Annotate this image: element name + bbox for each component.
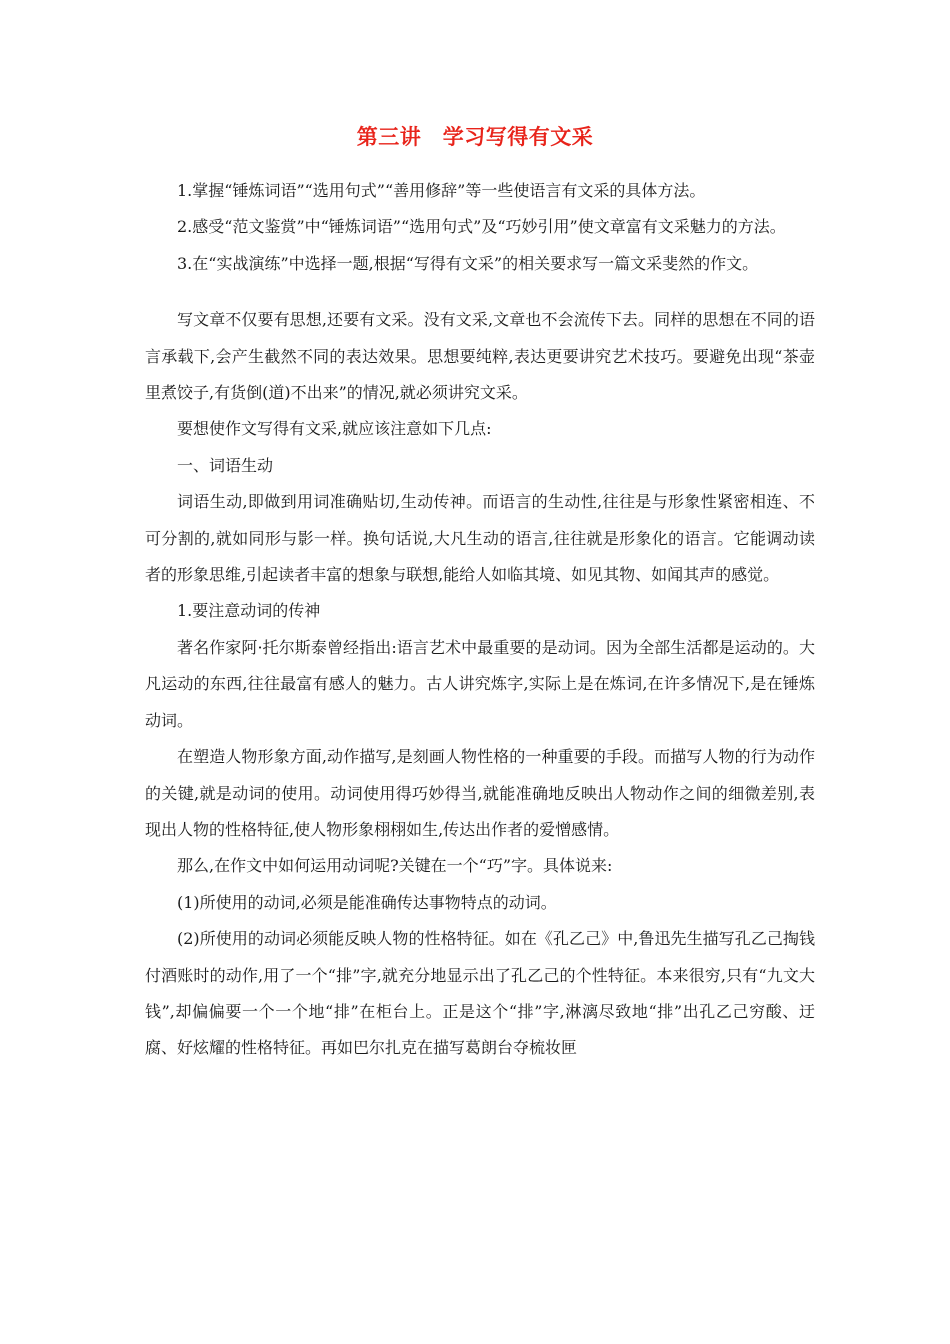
objective-paragraph: 3.在“实战演练”中选择一题,根据“写得有文采”的相关要求写一篇文采斐然的作文。 <box>177 253 759 273</box>
body-paragraph: 词语生动,即做到用词准确贴切,生动传神。而语言的生动性,往往是与形象性紧密相连、不可分割的,就如同形与影一样。换句话说,大凡生动的语言,往往就是形象化的语言。它能调动读者的形象思维,引起读者丰富的想象与联想,能给人如临其境、如见其物、如闻其声的感觉。 <box>145 492 815 585</box>
list-item: (1)所使用的动词,必须是能准确传达事物特点的动词。 <box>177 892 557 912</box>
body-paragraph: 著名作家阿·托尔斯泰曾经指出:语言艺术中最重要的是动词。因为全部生活都是运动的。大凡运动的东西,往往最富有感人的魅力。古人讲究炼字,实际上是在炼词,在许多情况下,是在锤炼动词。 <box>145 637 815 730</box>
subsection-heading: 1.要注意动词的传神 <box>177 601 321 621</box>
objective-paragraph: 2.感受“范文鉴赏”中“锤炼词语”“选用句式”及“巧妙引用”使文章富有文采魅力的方法。 <box>177 217 786 237</box>
objective-paragraph: 1.掌握“锤炼词语”“选用句式”“善用修辞”等一些使语言有文采的具体方法。 <box>177 181 706 200</box>
body-paragraph: 要想使作文写得有文采,就应该注意如下几点: <box>177 419 492 439</box>
body-paragraph: 那么,在作文中如何运用动词呢?关键在一个“巧”字。具体说来: <box>177 856 613 876</box>
list-item: (2)所使用的动词必须能反映人物的性格特征。如在《孔乙己》中,鲁迅先生描写孔乙己掏钱付酒账时的动作,用了一个“排”字,就充分地显示出了孔乙己的个性特征。本来很穷,只有“九文大钱”,却偏偏要一个一个地“排”在柜台上。正是这个“排”字,淋漓尽致地“排”出孔乙己穷酸、迂腐、好炫耀的性格特征。再如巴尔扎克在描写葛朗台夺梳妆匣 <box>145 929 815 1058</box>
body-paragraph: 写文章不仅要有思想,还要有文采。没有文采,文章也不会流传下去。同样的思想在不同的语言承载下,会产生截然不同的表达效果。思想要纯粹,表达更要讲究艺术技巧。要避免出现“茶壶里煮饺子,有货倒(道)不出来”的情况,就必须讲究文采。 <box>145 310 815 403</box>
document-content <box>145 173 815 1067</box>
page-title: 第三讲 学习写得有文采 <box>356 124 594 149</box>
body-paragraph: 在塑造人物形象方面,动作描写,是刻画人物性格的一种重要的手段。而描写人物的行为动作的关键,就是动词的使用。动词使用得巧妙得当,就能准确地反映出人物动作之间的细微差别,表现出人物的性格特征,使人物形象栩栩如生,传达出作者的爱憎感情。 <box>145 747 815 839</box>
section-heading: 一、词语生动 <box>177 455 274 475</box>
